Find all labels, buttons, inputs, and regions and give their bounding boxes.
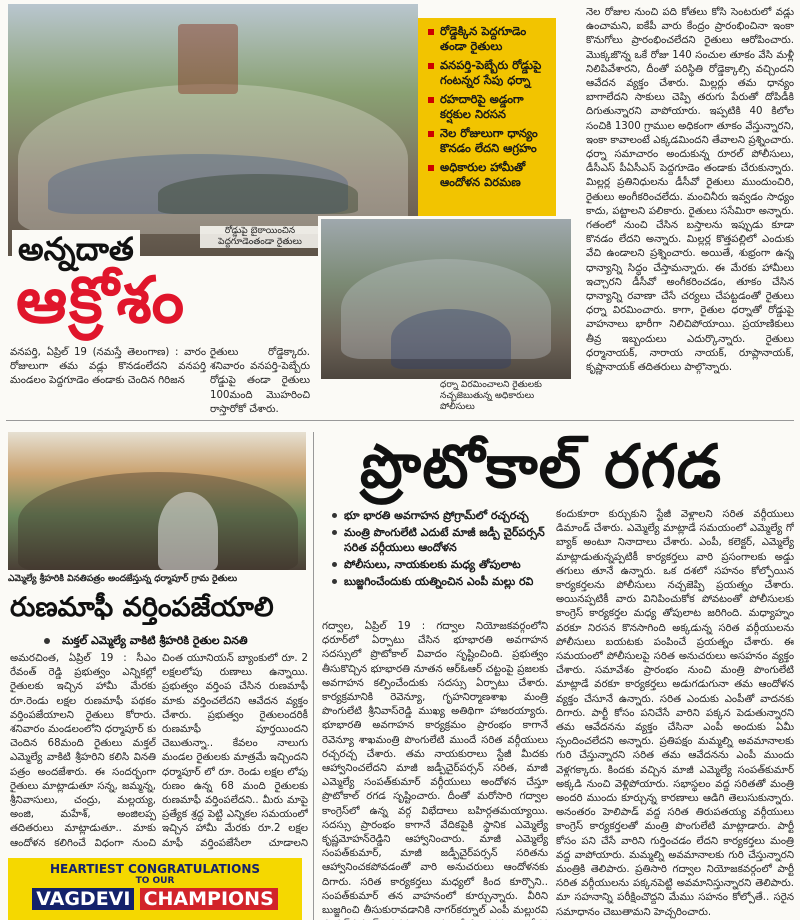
story1-highlights-box — [418, 18, 556, 226]
story3-column2: కందుకూరా కుర్చుకుని స్టేజీ వెళ్లాలని సరిత వర్గీయులు డిమాండ్ చేశారు. ఎమ్మెల్యే మాట్లాడే సమయంలో ఎమ్మెల్యే గో బ్యాక్ అంటూ నినాదాలు చేశారు. ఎంపీ, కలెక్టర్, ఎమ్మెల్యే మాట్లాడుతున్నప్పటికీ కార్యకర్తలు వారి ప్రసంగాలకు అడ్డు తగులు తూనే ఉన్నారు. ఒక దశలో సహనం కోల్పోయిన కార్యకర్తలను పోలీసులు నచ్చజెప్పి ప్రయత్నం చేశారు. అయినప్పటికీ వారు వినిపించుకోక పోవటంతో పోలీసులకు కాంగ్రెస్ కార్యకర్తల మధ్య తోపులాట జరిగింది. మధ్యాహ్నం వరకూ నిరసన కొనసాగింది అక్కడున్న సరిత వర్గీయులను పోలీసులు బయటకు పంపించే ప్రయత్నం చేశారు. ఈ సమయంలో పోలీసులపై సరిత అనుచరులు అసహనం వ్యక్తం చేశారు. సమావేశం ప్రారంభం నుంచి మంత్రి పొంగులేటి మాట్లాడే వరకూ కార్యకర్తలు అడుగడుగునా తమ ఆందోళన వ్యక్తం చేసూనే ఉన్నారు. సరిత ఎందుకు ఎంపీతో వాదనకు దిగారు. పార్టీ కోసం పనిచేసే వారిని పక్కన పెడుతున్నారని తమ ఆవేదనను వ్యక్తం చేసినా ఎంపీ అందుకు ఏమీ స్పందించలేదని అన్నారు. ప్రతిపక్షం మమ్మల్ని అవమానాలకు గురి చేస్తున్నారని సరిత తమ ఆవేదనను ఎంపీ ముందు వెళ్లగక్కారు. కిందకు వచ్చిన మాజీ ఎమ్మెల్యే సంపత్‌కుమార్ అక్కడి నుంచి వెళ్లిపోయారు. సభాస్థలం వద్ద సరితతో మంత్రి అందరి ముందు కూర్చున్న కారణాలు ఆడిగి తెలుసుకున్నారు. అనంతరం హెలిపాడ్ వద్ద సరిత తిరుపతయ్య వర్గీయులు కాంగ్రెస్ కార్యకర్తలతో మంత్రి పొంగులేటి మాట్లాడారు. పార్టీ కోసం పని చేసే వారిని గుర్తించడం లేదని కార్యకర్తలు మంత్రి వద్ద వాపోయారు. మమ్మల్ని అవమానాలకు గురి చేస్తున్నారని మంత్రికి తెలిపారు. ప్రతిసారి గద్వాల నియోజకవర్గంలో పార్టీ సరిత వర్గీయులను పక్కనపెట్టి అవమానిస్తున్నారని తెలిపారు. మా సహనాన్ని పరీక్షించొద్దని మేము సహనం కోల్పోతే.. సరైన సమాధానం చెబుతామని హెచ్చరించారు. — [556, 509, 794, 918]
bullet-item: భూ భారతి అవగాహన ప్రోగ్రామ్‌లో రచ్చరచ్చ — [330, 508, 548, 523]
story3-bullets — [330, 508, 548, 591]
story2-headline: రుణమాఫీ వర్తింపజేయాలి — [10, 592, 274, 623]
highlight-item: వనపర్తి-పెబ్బేరు రోడ్డుపై గంటన్నర సేపు ధర్నా — [428, 58, 548, 88]
highlight-item: రోడ్డెక్కిన పెద్దగూడెం తండా రైతులు — [428, 24, 548, 54]
bullet-item: బుజ్జగించేందుకు యత్నించిన ఎంపీ మల్లు రవి — [330, 574, 548, 589]
story1-column2: రైతులు రోడ్డెక్కారు. శనివారం వనపర్తి-పెబ్బేరు రోడ్డుపై తండా రైతులు 100మంది మొహరించి రాస్తారోకో చేశారు. — [210, 347, 310, 415]
story2-column1: అమరచింత, ఏప్రిల్ 19 : సీఎం రేవంత్ రెడ్డి ప్రభుత్వం ఎన్నికల్లో రైతులకు ఇచ్చిన హామీ మేరకు రూ.రెండు లక్షల రుణమాఫీ పథకం వర్తింపజేయాలని రైతులు కోరారు. శనివారం మండలంలోని ధర్మాపూర్ కు చెందిన 68మంది రైతులు మక్తల్ ఎమ్మెల్యే వాకిటి శ్రీహరిని కలిసి వినతి పత్రం అందజేశారు. ఈ సందర్భంగా రైతులు మాట్లాడుతూ సన్న, జమ్మన్న, శ్రీనివాసులు, చంద్రు, మల్లయ్య, అంజి, మహేశ్, అంజిలప్ప తదితరులు మాట్లాడుతూ.. మాకు ఆందోళన కలిగించే విధంగా నుంచి — [10, 653, 156, 849]
bullet-item: పోలీసులు, నాయకులకు మధ్య తోపులాట — [330, 557, 548, 572]
subhead-bullet — [44, 638, 50, 644]
photo1-caption: రోడ్డుపై బైఠాయించిన పెద్దగూడెంతండా రైతులు — [200, 226, 320, 248]
highlight-item: నెల రోజులుగా ధాన్యం కొనడం లేదని ఆగ్రహం — [428, 126, 548, 156]
ad-brand2: CHAMPIONS — [140, 888, 278, 910]
ad-brand: VAGDEVI — [32, 888, 134, 910]
story1-dateline: వనపర్తి, ఏప్రిల్ 19 (నమస్తే తెలంగాణ) : వారం రోజులుగా తమ వడ్లు కొనడంలేదని వనపర్తి మండలం పెద్దగూడెం తండాకు చెందిన గిరిజన — [10, 347, 206, 387]
story2-photo-caption: ఎమ్మెల్యే శ్రీహరికి వినతిపత్రం అందజేస్తున్న ధర్మాపూర్ గ్రామ రైతులు — [8, 574, 238, 584]
story1-column3: నెల రోజుల నుంచి పది కోతలు కోసి సెంటరులో వడ్లు ఉంచామని, ఐకేపీ వారు కేంద్రం ప్రారంభించినా ఇంకా కొనుగోలు ప్రారంభించలేదని రైతులు ఆరోపించారు. మొక్కజొన్న ఒకే రోజు 140 సంచుల తూకం వేసి మళ్లీ నిలిపివేశారని, దీంతో పరిస్థితి రోడ్డెక్కాల్సి వచ్చిందని ఆవేదన వ్యక్తం చేశారు. మిల్లర్లు తమ ధాన్యం బాగాలేదని సాకులు చెప్పి తరుగు పేరుతో దోపిడీకి దిగుతున్నారని వాపోయారు. ఇప్పటికి 40 కిలోల సంచికి 1300 గ్రాముల అధికంగా తూకం వేస్తున్నారని, ఇంకా కావాలంటే ఎక్కడమిందని తేవాలని ప్రశ్నించారు. ధర్నా సమాచారం అందుకున్న రూరల్ పోలీసులు, డీసీఎస్ పీఏసీఎస్ పెద్దగూడెం తండాకు చేరుకున్నారు. మిల్లర్ల ప్రతినిధులను డీసీవో రైతులు ముందుంచిరి, రైతులు అంగీకరించలేదు. మంచినీరు ఇవ్వడం సాధ్యం కాదు, పట్టాలని పలికారు. రైతులు ససేమిరా అన్నారు. గతంలో నుంచి చేసిన బస్తాలను ఇప్పుడు కూడా కొనడం లేదని అన్నారు. మిల్లర్ల కొత్తపల్లిలో ఎందుకు వేచి ఉండాలని ప్రశ్నించారు. అయితే, శుభ్రంగా ఉన్న ధాన్యాన్ని సిద్ధం చేస్తామన్నారు. ఈ మేరకు హామీలు ఇచ్చారని డీసీవో అంగీకరించడం, తూకం చేసిన ధాన్యాన్ని రవాణా చేసే చర్యలు చేపట్టడంతో రైతులు ధర్నా విరమించారు. కాగా, రైతుల ధర్నాతో రోడ్డుపై వాహనాలు భారీగా నిలిచిపోయాయి. ప్రయాణికులు తీవ్ర ఇబ్బందులు ఎదుర్కొన్నారు. రైతులు ధర్మానాయక్, నారాయ నాయక్, రూప్లానాయక్, కృష్ణానాయక్ తదితరులు పాల్గొన్నారు. — [586, 7, 794, 374]
photo2-caption: ధర్నా విరమించాలని రైతులకు నచ్చజెబుతున్న అధికారులు పోలీసులు — [440, 380, 542, 412]
memorandum-photo — [8, 432, 306, 570]
ad-line1: HEARTIEST CONGRATULATIONS — [49, 862, 261, 876]
highlight-item: రహదారిపై అడ్డంగా కర్షకుల నిరసన — [428, 92, 548, 122]
officials-persuading-photo — [318, 216, 574, 382]
story3-column1: గద్వాల, ఏప్రిల్ 19 : గద్వాల నియోజకవర్గంలోని ధరూర్‌లో ఏర్పాటు చేసిన భూభారతి అవగాహన సదస్సులో ప్రొటోకాల్ వివాదం సృష్టించింది. ప్రభుత్వం తీసుకొచ్చిన భూభారతి నూతన ఆర్‌ఓఆర్ చట్టంపై ప్రజలకు అవగాహన కల్పించేందుకు సదస్సు ఏర్పాటు చేశారు. కార్యక్రమానికి రెవెన్యూ, గృహనిర్మాణశాఖ మంత్రి పొంగులేటి శ్రీనివాస్‌రెడ్డి ముఖ్య అతిథిగా హాజరయ్యారు. భూభారతి అవగాహన కార్యక్రమం ప్రారంభం కాగానే రెవెన్యూ శాఖమంత్రి పొంగులేటి ముందే సరిత వర్గీయులు రచ్చరచ్చ చేశారు. తమ నాయకురాలు స్టేజీ మీదకు ఆహ్వానించలేదని మాజీ జడ్పీచైర్‌పర్సన్ సరిత, మాజీ ఎమ్మెల్యే సంపత్‌కుమార్ వర్గీయులు అందోళన చేస్తూ ప్రొటోకాల్ రగడ సృష్టించారు. దీంతో మరోసారి గద్వాల కాంగ్రెస్‌లో ఉన్న వర్గ విభేదాలు బహిర్గతమయ్యాయి. సదస్సు ప్రారంభం కాగానే వేదికపైకి స్థానిక ఎమ్మెల్యే కృష్ణమోహన్‌రెడ్డిని ఆహ్వానించారు. మాజీ ఎమ్మెల్యే సంపత్‌కుమార్, మాజీ జడ్పీచైర్‌పర్సన్ సరితను ఆహ్వానించకపోవడంతో వారి అనుచరులు ఆందోళనకు దిగారు. సరిత కార్యకర్తలు మధ్యలో కింద కూర్చొని.. సంపత్‌కుమార్ తన వాహనంలో కూర్చున్నారు. వీరిని బుజ్జగించి తీసుకురావడానికి నాగర్‌కర్నూల్ ఎంపీ మల్లురవి — [322, 621, 548, 917]
story2-subhead: మక్తల్ ఎమ్మెల్యే వాకిటి శ్రీహరికి రైతుల వినతి — [62, 634, 248, 647]
advertisement — [8, 858, 302, 920]
bullet-item: మంత్రి పొంగులేటి ఎదుటే మాజీ జడ్పీ చైర్‌పర్సన్ సరిత వర్గీయులు ఆందోళన — [330, 525, 548, 555]
story1-headline: ఆక్రోశం — [16, 264, 187, 338]
story2-column2: చింత యూనియన్ బ్యాంకులో రూ. 2 లక్షలలోపు రుణాలు ఉన్నాయి. ప్రభుత్వం వర్తింప చేసిన రుణమాఫీ మాకు వర్తించలేదని ఆవేదన వ్యక్తం చేశారు. ప్రభుత్వం రైతులందరికీ రుణమాఫీ పూర్తయిందని చెబుతున్నా.. కేవలం నాలుగు మండల రైతులకు మాత్రమే ఇచ్చిందని ధర్మాపూర్ లో రూ. రెండు లక్షల లోపు రుణం ఉన్న 68 మంది రైతులకు రుణమాఫీ వర్తింపలేదని.. మీరు మాపై ప్రత్యేక శ్రద్ధ పెట్టి ఎన్నికల సమయంలో ఇచ్చిన హామీ మేరకు రూ.2 లక్షల మాఫీ వర్తింపజేసేలా చూడాలని — [162, 653, 308, 849]
highlight-item: అధికారుల హామీతో ఆందోళన విరమణ — [428, 160, 548, 190]
story3-headline: ప్రొటోకాల్ రగడ — [360, 432, 723, 502]
story1-kicker: అన్నదాత — [12, 230, 140, 276]
ad-line2: TO OUR — [135, 876, 175, 886]
